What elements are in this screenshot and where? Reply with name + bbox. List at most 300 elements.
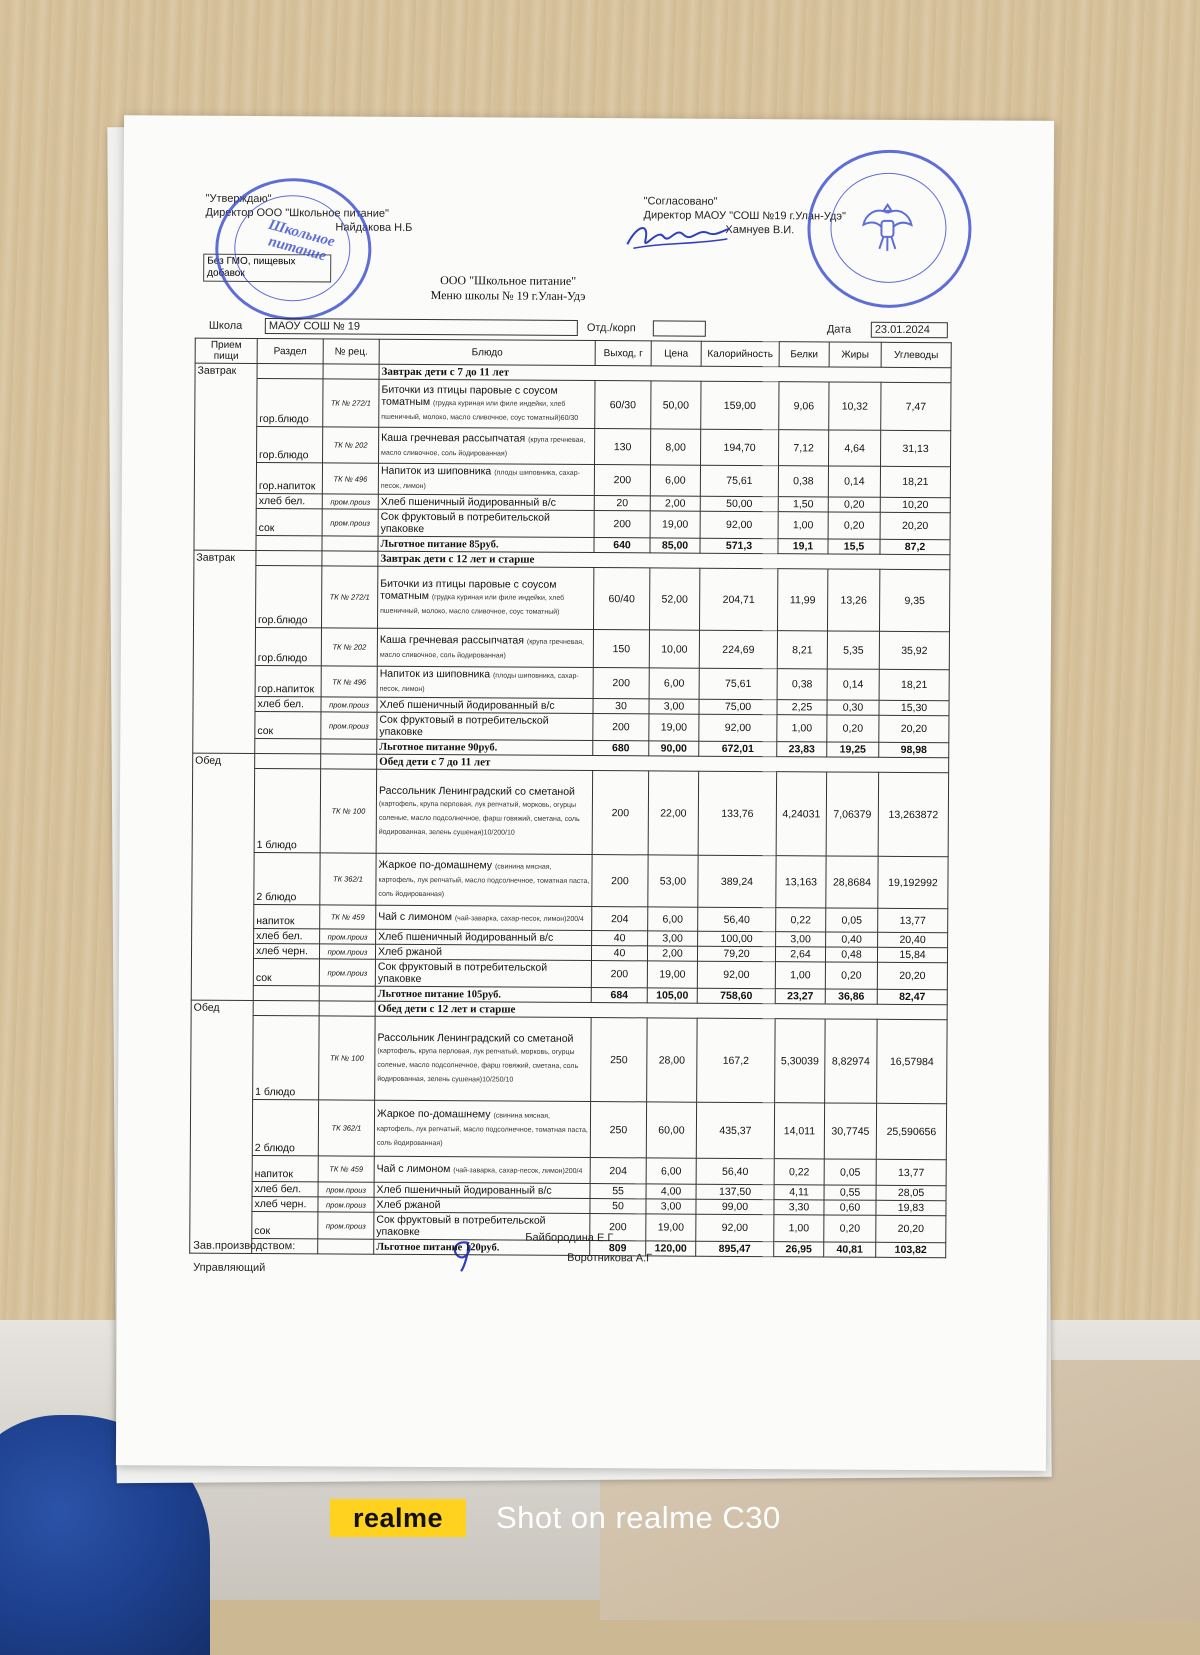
table-row: [193, 627, 949, 670]
total-kcal: 895,47: [696, 1241, 774, 1256]
value-protein: 9,06: [779, 382, 829, 430]
total-protein: 23,83: [777, 742, 827, 757]
section-cell: гор.блюдо: [257, 426, 323, 462]
dish-cell: [378, 463, 594, 495]
section-cell: сок: [253, 958, 319, 985]
value-kcal: 389,24: [698, 855, 776, 907]
recipe-number: пром.произ: [320, 929, 376, 944]
dept-label: Отд./корп: [586, 322, 636, 335]
value-kcal: 194,70: [701, 429, 779, 465]
value-kcal: 56,40: [696, 1158, 774, 1184]
recipe-number: ТК № 496: [321, 666, 377, 697]
dish-cell: [379, 379, 595, 428]
value-price: 19,00: [646, 1214, 696, 1241]
value-fat: 0,48: [825, 947, 877, 962]
dish-ingredients: (картофель, крупа перловая, лук репчатый, морковь, огурцы соленые, масло подсолнечное, фарш говяжий, сметана, соль йодированная, зелень сушеная)10/250/10: [377, 1047, 579, 1084]
empty-cell: [256, 535, 322, 550]
value-price: 10,00: [649, 630, 699, 668]
section-cell: 2 блюдо: [252, 1099, 318, 1155]
dish-cell: [378, 494, 594, 510]
total-carbs: 98,98: [879, 742, 949, 757]
empty-cell: [321, 754, 377, 769]
dish-cell: [376, 769, 593, 854]
value-price: 6,00: [646, 1158, 696, 1184]
section-cell: хлеб бел.: [252, 1181, 318, 1196]
value-weight: 50: [590, 1199, 646, 1214]
value-weight: 60/30: [595, 381, 651, 429]
value-carbs: 20,20: [877, 962, 947, 989]
value-weight: 130: [595, 429, 651, 465]
value-carbs: 31,13: [881, 430, 951, 466]
value-kcal: 92,00: [696, 1214, 774, 1241]
dish-cell: [376, 905, 592, 930]
dish-cell: [374, 1156, 590, 1183]
dish-name: Жаркое по-домашнему: [378, 858, 493, 871]
total-label: Льготное питание 120руб.: [374, 1239, 590, 1255]
value-price: 22,00: [648, 771, 699, 855]
value-protein: 2,64: [775, 947, 825, 962]
value-carbs: 19,83: [876, 1200, 946, 1215]
value-protein: 3,00: [776, 932, 826, 947]
value-kcal: 133,76: [698, 771, 777, 855]
menu-table-body: [190, 363, 951, 1258]
value-kcal: 99,00: [696, 1199, 774, 1214]
total-weight: 680: [593, 741, 649, 756]
dish-name: Чай с лимоном: [376, 1162, 451, 1175]
approved-label: "Утверждаю": [205, 192, 272, 206]
value-carbs: 35,92: [879, 631, 949, 669]
value-fat: 7,06379: [826, 772, 879, 856]
total-price: 120,00: [646, 1241, 696, 1256]
section-cell: 2 блюдо: [254, 852, 320, 904]
value-protein: 14,011: [774, 1103, 824, 1159]
value-fat: 0,05: [826, 908, 878, 932]
table-row: [195, 378, 951, 431]
empty-cell: [257, 363, 323, 378]
dish-name: Хлеб пшеничный йодированный в/с: [376, 1183, 552, 1197]
value-weight: 200: [592, 855, 648, 907]
value-weight: 200: [593, 668, 649, 699]
value-weight: 200: [592, 771, 649, 855]
section-cell: 1 блюдо: [254, 768, 321, 852]
value-price: 28,00: [647, 1018, 698, 1102]
table-row: [194, 462, 950, 498]
value-fat: 0,40: [826, 932, 878, 947]
value-fat: 0,60: [824, 1200, 876, 1215]
eagle-emblem-icon: [857, 197, 917, 257]
section-cell: гор.напиток: [256, 462, 322, 493]
value-price: 2,00: [650, 496, 700, 511]
total-kcal: 571,3: [700, 538, 778, 553]
dish-name: Биточки из птицы паровые с соусом томатным: [381, 383, 558, 408]
recipe-number: ТК № 202: [323, 427, 379, 463]
recipe-number: пром.произ: [322, 509, 378, 536]
value-protein: 5,30039: [775, 1019, 826, 1103]
recipe-number: ТК № 272/1: [323, 379, 379, 427]
school-stamp: [807, 149, 972, 308]
value-kcal: 92,00: [700, 511, 778, 538]
table-row: [195, 426, 951, 467]
column-header: Жиры: [829, 342, 881, 367]
recipe-number: пром.произ: [318, 1197, 374, 1212]
column-header: Прием пищи: [195, 338, 257, 363]
empty-cell: [256, 550, 322, 565]
section-cell: гор.блюдо: [257, 378, 323, 426]
section-cell: сок: [252, 1211, 318, 1238]
date-label: Дата: [826, 323, 852, 336]
column-header: Белки: [779, 342, 829, 367]
value-fat: 0,14: [828, 466, 880, 497]
total-price: 85,00: [650, 538, 700, 553]
value-carbs: 13,77: [876, 1159, 946, 1185]
section-title: Обед дети с 12 лет и старше: [375, 1001, 947, 1019]
school-label: Школа: [208, 319, 243, 332]
empty-cell: [319, 1001, 375, 1016]
value-carbs: 25,590656: [876, 1103, 946, 1159]
value-weight: 200: [594, 465, 650, 496]
value-fat: 5,35: [827, 631, 879, 669]
value-protein: 0,22: [776, 908, 826, 932]
dish-name: Сок фруктовый в потребительской упаковке: [379, 713, 549, 739]
brand-badge: realme: [330, 1499, 466, 1537]
dish-name: Напиток из шиповника: [379, 667, 491, 681]
value-carbs: 15,84: [877, 947, 947, 962]
value-protein: 0,22: [774, 1159, 824, 1185]
dish-ingredients: (плоды шиповника, сахар-песок, лимон): [379, 672, 579, 694]
value-fat: 28,8684: [826, 856, 878, 908]
value-protein: 4,11: [774, 1185, 824, 1200]
value-carbs: 13,77: [878, 908, 948, 932]
approved-name: Найдакова Н.Б: [335, 221, 413, 234]
recipe-number: пром.произ: [319, 944, 375, 959]
value-fat: 0,20: [827, 715, 879, 742]
column-header: Углеводы: [881, 342, 951, 367]
column-header: № рец.: [323, 339, 379, 364]
director-signature-icon: [623, 218, 733, 255]
dish-name: Сок фруктовый в потребительской упаковке: [376, 1213, 546, 1238]
value-weight: 40: [591, 946, 647, 961]
section-cell: хлеб бел.: [256, 493, 322, 508]
value-protein: 11,99: [777, 569, 827, 631]
dish-cell: [378, 566, 594, 629]
value-carbs: 19,192992: [878, 856, 948, 908]
dish-name: Биточки из птицы паровые с соусом томатным: [380, 577, 557, 602]
recipe-number: ТК № 202: [321, 628, 377, 666]
value-carbs: 20,20: [879, 715, 949, 742]
value-kcal: 435,37: [696, 1102, 774, 1158]
recipe-number: ТК 362/1: [318, 1100, 374, 1156]
dish-name: Сок фруктовый в потребительской упаковке: [380, 510, 550, 536]
value-kcal: 56,40: [698, 907, 776, 931]
empty-cell: [319, 986, 375, 1001]
value-fat: 0,30: [827, 700, 879, 715]
dish-cell: [376, 929, 592, 945]
school-value: МАОУ СОШ № 19: [265, 318, 578, 336]
dish-name: Жаркое по-домашнему: [377, 1107, 491, 1120]
value-fat: 4,64: [829, 430, 881, 466]
value-weight: 200: [594, 511, 650, 538]
recipe-number: пром.произ: [319, 959, 375, 986]
dish-name: Напиток из шиповника: [380, 464, 492, 478]
empty-cell: [318, 1239, 374, 1254]
recipe-number: пром.произ: [318, 1212, 374, 1239]
menu-title: Меню школы № 19 г.Улан-Удэ: [430, 288, 586, 303]
value-fat: 0,20: [828, 497, 880, 512]
value-kcal: 79,20: [697, 946, 775, 961]
column-header: Цена: [651, 341, 701, 366]
dish-ingredients: (картофель, крупа перловая, лук репчатый, морковь, огурцы соленые, масло подсолнечное, фарш говяжий, сметана, соль йодированная, зелень сушеная)10/200/10: [378, 800, 580, 837]
agreed-name: Хамнуев В.И.: [725, 223, 795, 237]
value-weight: 200: [593, 714, 649, 741]
value-protein: 3,30: [774, 1200, 824, 1215]
section-cell: сок: [256, 508, 322, 535]
dish-cell: [375, 1016, 592, 1101]
dish-ingredients: (чай-заварка, сахар-песок, лимон)200/4: [453, 1166, 583, 1175]
value-carbs: 7,47: [881, 382, 951, 430]
value-fat: 0,20: [828, 512, 880, 539]
dish-name: Хлеб ржаной: [376, 1198, 441, 1212]
production-name: Байбородина Е.Г: [525, 1231, 614, 1245]
total-label: Льготное питание 105руб.: [375, 986, 591, 1002]
value-weight: 200: [590, 1214, 646, 1241]
value-carbs: 10,20: [880, 497, 950, 512]
dish-cell: [377, 628, 593, 667]
value-kcal: 137,50: [696, 1184, 774, 1199]
total-carbs: 87,2: [880, 539, 950, 554]
section-cell: напиток: [254, 904, 320, 928]
menu-table: [189, 338, 952, 1259]
value-carbs: 20,40: [878, 932, 948, 947]
value-kcal: 159,00: [701, 381, 779, 429]
dish-cell: [374, 1197, 590, 1213]
dept-value: [653, 320, 706, 336]
section-title: Завтрак дети с 7 до 11 лет: [379, 364, 951, 382]
dish-cell: [375, 944, 591, 960]
total-fat: 19,25: [827, 742, 879, 757]
agreed-label: "Согласовано": [643, 195, 718, 208]
value-price: 6,00: [650, 465, 700, 496]
section-cell: гор.напиток: [255, 665, 321, 696]
dish-ingredients: (крупа гречневая, масло сливочное, соль йодированная): [379, 638, 585, 660]
value-kcal: 100,00: [698, 931, 776, 946]
value-price: 6,00: [648, 907, 698, 931]
value-protein: 8,21: [777, 631, 827, 669]
recipe-number: ТК № 459: [318, 1156, 374, 1182]
recipe-number: пром.произ: [321, 697, 377, 712]
dish-ingredients: (чай-заварка, сахар-песок, лимон)200/4: [454, 914, 584, 923]
total-fat: 40,81: [824, 1242, 876, 1257]
value-fat: 8,82974: [825, 1019, 878, 1103]
production-label: Зав.производством:: [193, 1239, 296, 1253]
dish-name: Хлеб пшеничный йодированный в/с: [379, 698, 555, 712]
section-cell: сок: [255, 711, 321, 738]
empty-cell: [321, 739, 377, 754]
column-header: Выход, г: [595, 341, 651, 366]
table-row: [192, 768, 948, 857]
dish-name: Каша гречневая рассыпчатая: [381, 431, 526, 445]
value-price: 50,00: [651, 381, 701, 429]
section-cell: хлеб бел.: [255, 696, 321, 711]
recipe-number: пром.произ: [322, 494, 378, 509]
school-info-row: [209, 318, 949, 339]
section-cell: хлеб бел.: [254, 928, 320, 943]
value-price: 3,00: [648, 931, 698, 946]
value-weight: 55: [590, 1184, 646, 1199]
value-price: 53,00: [648, 855, 698, 907]
section-cell: хлеб черн.: [252, 1196, 318, 1211]
value-kcal: 92,00: [699, 714, 777, 741]
dish-ingredients: (свинина мясная, картофель, лук репчатый, масло подсолнечное, томатная паста, соль йодированная): [376, 1111, 588, 1147]
total-fat: 36,86: [825, 989, 877, 1004]
total-price: 90,00: [649, 741, 699, 756]
value-fat: 0,14: [827, 669, 879, 700]
dish-name: Хлеб пшеничный йодированный в/с: [380, 495, 556, 509]
recipe-number: ТК № 100: [320, 769, 377, 853]
value-weight: 200: [591, 961, 647, 988]
dish-ingredients: (крупа гречневая, масло сливочное, соль йодированная): [381, 436, 586, 458]
value-carbs: 15,30: [879, 700, 949, 715]
value-weight: 204: [592, 907, 648, 931]
recipe-number: ТК № 100: [319, 1016, 376, 1100]
value-weight: 20: [594, 496, 650, 511]
value-fat: 13,26: [827, 569, 879, 631]
section-title: Обед дети с 7 до 11 лет: [377, 754, 949, 772]
value-protein: 4,24031: [776, 772, 827, 856]
value-weight: 30: [593, 699, 649, 714]
dish-cell: [377, 666, 593, 698]
table-row: [190, 1099, 946, 1160]
value-price: 6,00: [649, 668, 699, 699]
total-carbs: 103,82: [876, 1242, 946, 1257]
total-label: Льготное питание 90руб.: [377, 739, 593, 755]
column-header: Блюдо: [379, 339, 595, 365]
watermark-caption: Shot on realme C30: [496, 1500, 781, 1535]
table-row: [193, 665, 949, 701]
value-kcal: 204,71: [699, 568, 777, 630]
camera-watermark: [330, 1495, 870, 1545]
meal-name: Завтрак: [193, 550, 256, 753]
section-title: Завтрак дети с 12 лет и старше: [378, 551, 950, 569]
column-header: Раздел: [257, 338, 323, 363]
dish-cell: [379, 427, 595, 464]
value-kcal: 75,61: [700, 465, 778, 496]
value-fat: 0,20: [824, 1215, 876, 1242]
total-weight: 809: [590, 1241, 646, 1256]
recipe-number: пром.произ: [318, 1182, 374, 1197]
section-cell: гор.блюдо: [255, 627, 321, 665]
value-price: 2,00: [647, 946, 697, 961]
value-fat: 10,32: [829, 382, 881, 430]
value-kcal: 92,00: [697, 961, 775, 988]
dish-name: Чай с лимоном: [378, 910, 452, 923]
total-weight: 640: [594, 538, 650, 553]
dish-cell: [374, 1100, 590, 1157]
total-label: Льготное питание 85руб.: [378, 536, 594, 552]
value-price: 19,00: [649, 714, 699, 741]
value-carbs: 20,20: [876, 1215, 946, 1242]
manager-label: Управляющий: [193, 1261, 266, 1275]
value-protein: 1,50: [778, 497, 828, 512]
dish-name: Рассольник Ленинградский со сметаной: [377, 1031, 574, 1045]
value-carbs: 16,57984: [877, 1019, 948, 1103]
recipe-number: ТК № 272/1: [322, 566, 378, 628]
value-protein: 1,00: [774, 1215, 824, 1242]
meal-name: Завтрак: [194, 363, 257, 550]
recipe-number: пром.произ: [321, 712, 377, 739]
value-protein: 1,00: [777, 715, 827, 742]
empty-cell: [253, 985, 319, 1000]
dish-cell: [374, 1182, 590, 1198]
approved-director: Директор ООО "Школьное питание": [205, 206, 389, 220]
value-carbs: 18,21: [880, 466, 950, 497]
value-price: 19,00: [650, 511, 700, 538]
empty-cell: [322, 536, 378, 551]
total-kcal: 672,01: [699, 741, 777, 756]
dish-name: Хлеб пшеничный йодированный в/с: [378, 930, 554, 944]
value-fat: 0,20: [825, 962, 877, 989]
empty-cell: [253, 1000, 319, 1015]
total-carbs: 82,47: [877, 989, 947, 1004]
value-weight: 40: [592, 931, 648, 946]
meal-name: Обед: [191, 753, 255, 1000]
section-cell: гор.блюдо: [256, 565, 322, 627]
date-value: 23.01.2024: [871, 322, 948, 338]
value-weight: 60/40: [593, 568, 649, 630]
dish-name: Каша гречневая рассыпчатая: [379, 633, 525, 647]
value-protein: 0,38: [778, 466, 828, 497]
value-carbs: 13,263872: [878, 772, 949, 856]
dish-name: Сок фруктовый в потребительской упаковке: [377, 960, 548, 986]
section-cell: напиток: [252, 1155, 318, 1181]
value-protein: 2,25: [777, 700, 827, 715]
value-carbs: 9,35: [879, 569, 949, 631]
value-protein: 0,38: [777, 669, 827, 700]
table-row: [191, 1015, 947, 1104]
dish-cell: [377, 697, 593, 713]
value-carbs: 20,20: [880, 512, 950, 539]
empty-cell: [255, 738, 321, 753]
value-protein: 1,00: [775, 962, 825, 989]
section-cell: 1 блюдо: [253, 1015, 320, 1099]
dish-ingredients: (грудка куриная или филе индейки, хлеб пшеничный, молоко, масло сливочное, соус томатный)60/30: [381, 399, 579, 422]
value-weight: 150: [593, 630, 649, 668]
gmo-note: Без ГМО, пищевых добавок: [203, 254, 331, 283]
value-price: 8,00: [651, 429, 701, 465]
value-protein: 13,163: [776, 856, 826, 908]
value-price: 19,00: [647, 961, 697, 988]
dish-name: Хлеб ржаной: [377, 945, 443, 959]
total-price: 105,00: [647, 988, 697, 1003]
value-protein: 1,00: [778, 512, 828, 539]
section-cell: хлеб черн.: [253, 943, 319, 958]
total-weight: 684: [591, 988, 647, 1003]
value-price: 4,00: [646, 1184, 696, 1199]
agreed-director: Директор МАОУ "СОШ №19 г.Улан-Удэ": [643, 209, 846, 223]
empty-cell: [323, 364, 379, 379]
dish-cell: [378, 509, 594, 537]
menu-document: [116, 115, 1054, 1471]
total-kcal: 758,60: [697, 988, 775, 1003]
company-stamp: [215, 178, 372, 321]
empty-cell: [322, 551, 378, 566]
total-protein: 23,27: [775, 989, 825, 1004]
value-fat: 30,7745: [824, 1103, 876, 1159]
dish-ingredients: (плоды шиповника, сахар-песок, лимон): [380, 469, 580, 491]
manager-name: Воротникова А.Г: [567, 1251, 653, 1265]
org-title: ООО "Школьное питание": [440, 273, 577, 288]
recipe-number: ТК № 459: [320, 905, 376, 929]
value-protein: 7,12: [779, 430, 829, 466]
